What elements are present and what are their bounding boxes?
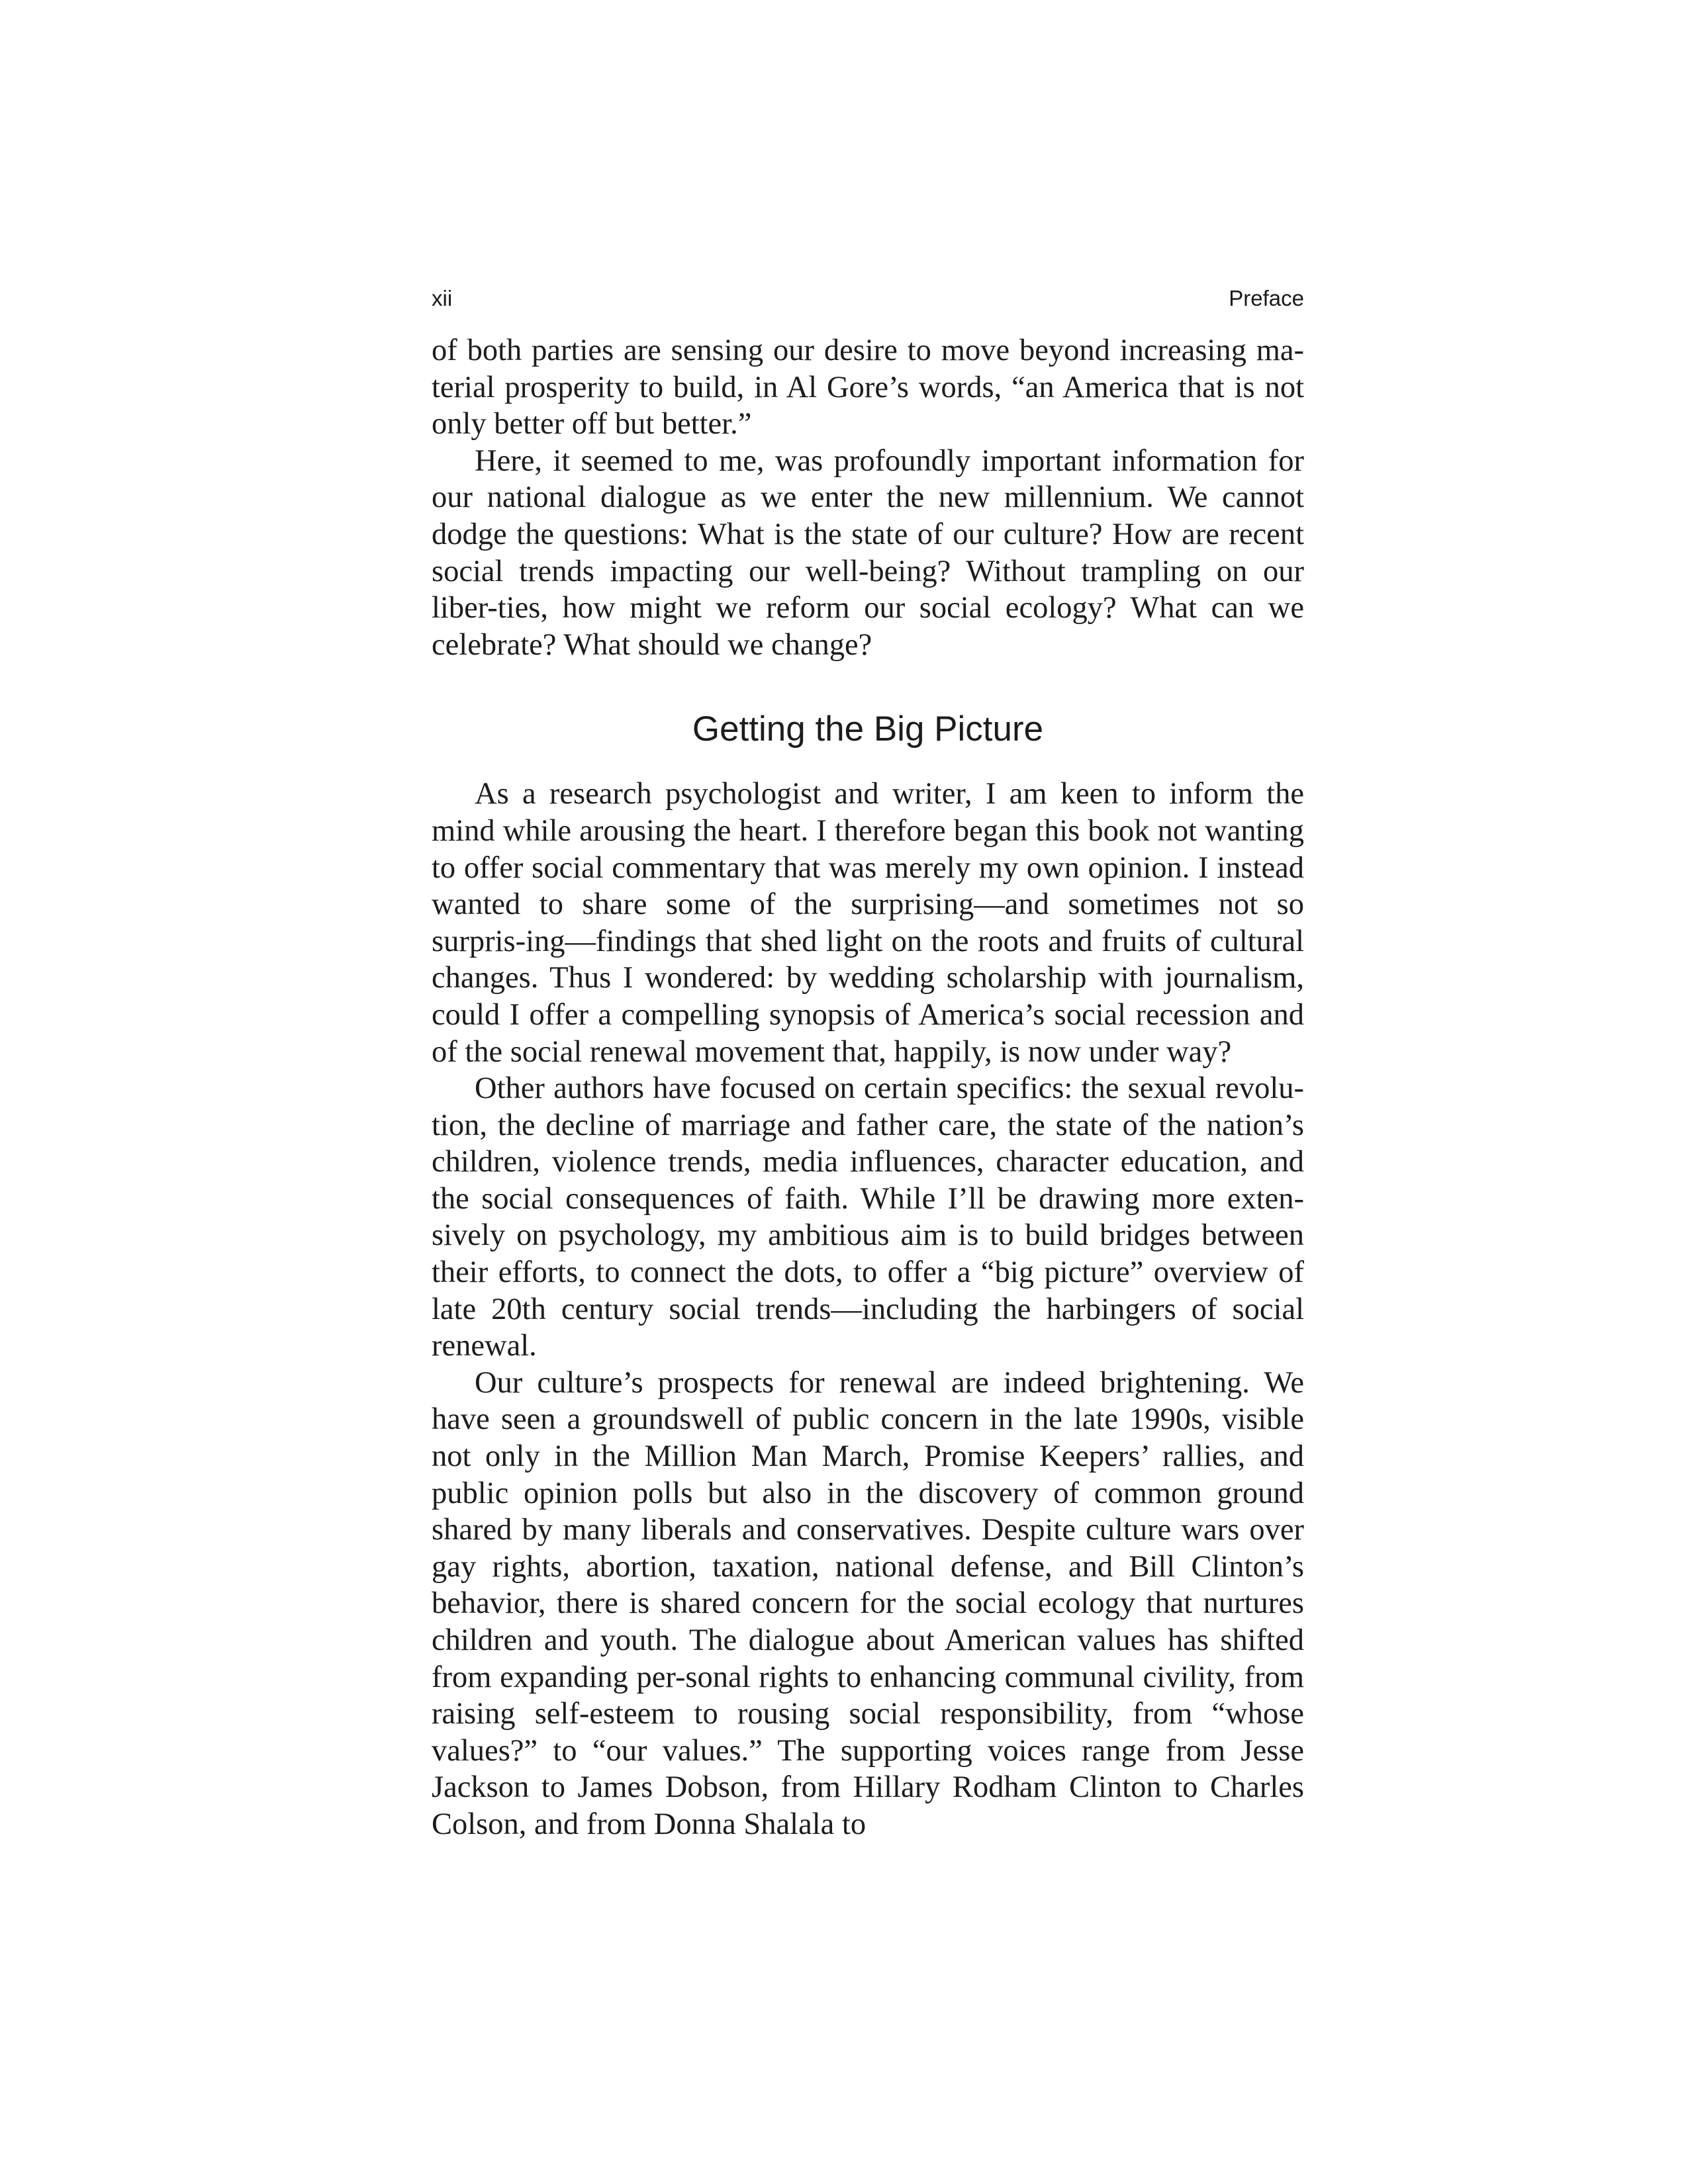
paragraph-research: As a research psychologist and writer, I am keen to inform the mind while arousing the heart. I therefore began this book not wanting to offer social commentary that was merely my own opinion. I instead wanted to share some of the surprising—and sometimes not so surpris-ing—findings that shed light on the roots and fruits of cultural changes. Thus I wondered: by wedding scholarship with journalism, could I offer a compelling synopsis of America’s social recession and of the social renewal movement that, happily, is now under way? (432, 777, 1304, 1069)
paragraph-dialogue: Here, it seemed to me, was profoundly important information for our national dialogue as we enter the new millennium. We cannot dodge the questions: What is the state of our culture? How are recent social trends impacting our well-being? Without trampling on our liber-ties, how might we reform our social ecology? What can we celebrate? What should we change? (432, 443, 1304, 662)
paragraph-renewal: Our culture’s prospects for renewal are indeed brightening. We have seen a groundswell of public concern in the late 1990s, visible not only in the Million Man March, Promise Keepers’ rallies, and public opinion polls but also in the discovery of common ground shared by many liberals and conservatives. Despite culture wars over gay rights, abortion, taxation, national defense, and Bill Clinton’s behavior, there is shared concern for the social ecology that nurtures children and youth. The dialogue about American values has shifted from expanding per-sonal rights to enhancing communal civility, from raising self-esteem to rousing social responsibility, from “whose values?” to “our values.” The supporting voices range from Jesse Jackson to James Dobson, from Hillary Rodham Clinton to Charles Colson, and from Donna Shalala to (432, 1365, 1304, 1841)
paragraph-continued: of both parties are sensing our desire to move beyond increasing ma-terial prosperity to build, in Al Gore’s words, “an America that is not only better off but better.” (432, 334, 1304, 441)
section-heading: Getting the Big Picture (692, 709, 1044, 749)
page-number: xii (432, 286, 453, 310)
running-head (432, 286, 1304, 320)
paragraph-other-authors: Other authors have focused on certain specifics: the sexual revolu-tion, the decline of marriage and father care, the state of the nation’s children, violence trends, media influences, character education, and the social consequences of faith. While I’ll be drawing more exten-sively on psychology, my ambitious aim is to build bridges between their efforts, to connect the dots, to offer a “big picture” overview of late 20th century social trends—including the harbingers of social renewal. (432, 1071, 1304, 1363)
section-title: Preface (1229, 286, 1304, 310)
body-text (432, 332, 1304, 1843)
